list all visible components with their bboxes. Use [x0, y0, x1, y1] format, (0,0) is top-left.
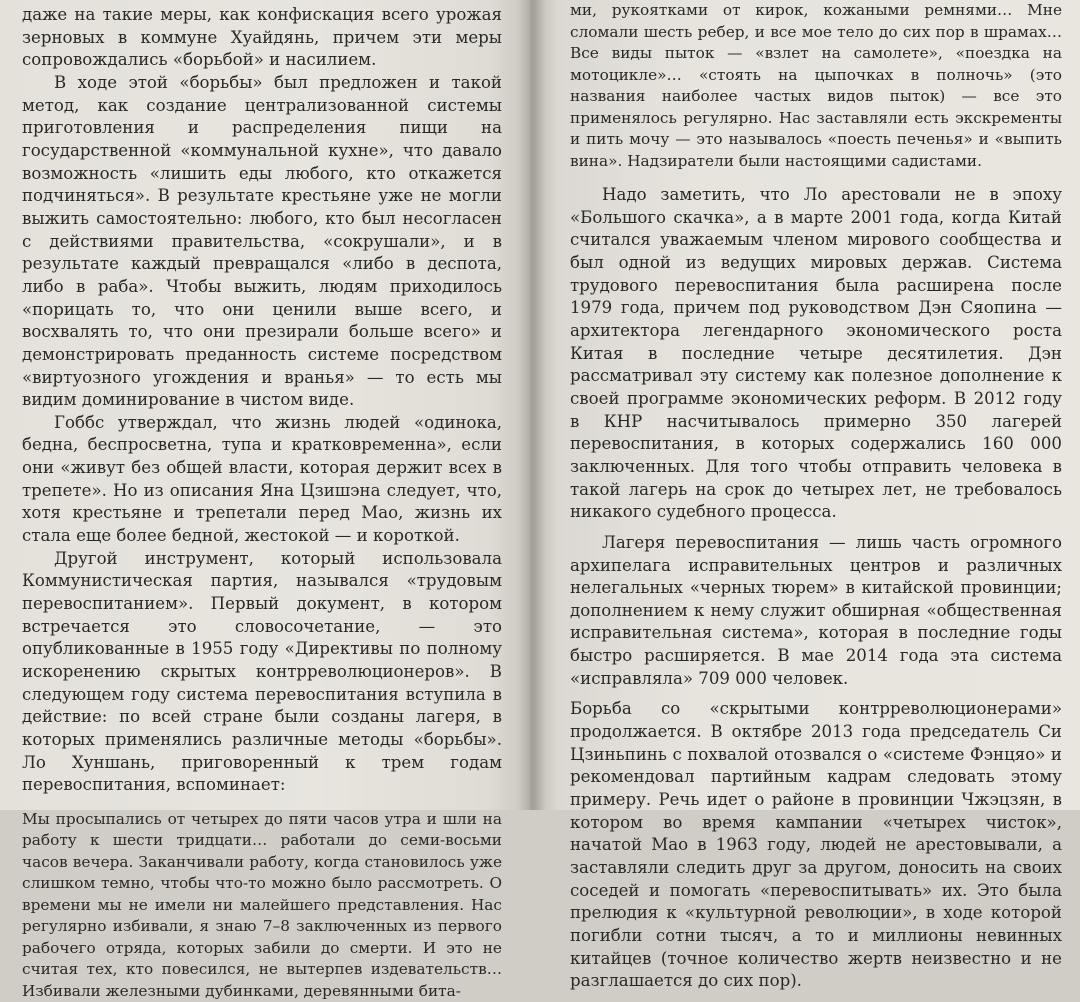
spacer [570, 690, 1062, 698]
spacer [570, 172, 1062, 184]
left-paragraph-4: Другой инструмент, который использовала Коммунистическая партия, назывался «трудовым перевоспитанием». Первый документ, в котором встречается это словосочетание, — это опубликованные в 1955 году «Директивы по полному искоренению скрытых контрреволюционеров». В следующем году система перевоспитания вступила в действие: по всей стране были созданы лагеря, в которых применялись различные методы «борьбы». Ло Хуншань, приговоренный к трем годам перевоспитания, вспоминает: [22, 548, 502, 795]
right-paragraph-3: Борьба со «скрытыми контрреволюционерами» продолжается. В октябре 2013 года председатель Си Цзиньпинь с похвалой отозвался о «системе Фэнцяо» и рекомендовал партийным кадрам следовать этому примеру. Речь идет о районе в провинции Чжэцзян, в котором во время кампании «четырех чисток», начатой Мао в 1963 году, людей не арестовывали, а заставляли следить друг за другом, доносить на своих соседей и помогать «перевоспитывать» их. Это была прелюдия к «культурной революции», в ходе которой погибли сотни тысяч, а то и миллионы невинных китайцев (точное количество жертв неизвестно и не разглашается до сих пор). [570, 699, 1062, 991]
book-gutter [518, 0, 546, 810]
right-paragraph-2: Лагеря перевоспитания — лишь часть огромного архипелага исправительных центров и различных нелегальных «черных тюрем» в китайской провинции; дополнением к нему служит обширная «общественная исправительная система», которая в последние годы быстро расширяется. В мае 2014 года эта система «исправляла» 709 000 человек. [570, 532, 1062, 688]
left-page [0, 0, 530, 1000]
spacer [570, 524, 1062, 532]
right-page [530, 0, 1080, 991]
left-paragraph-3: Гоббс утверждал, что жизнь людей «одинока, бедна, беспросветна, тупа и кратковременна», если они «живут без общей власти, которая держит всех в трепете». Но из описания Яна Цзишэна следует, что, хотя крестьяне и трепетали перед Мао, жизнь их стала еще более бедной, жестокой — и короткой. [22, 412, 502, 546]
right-paragraph-1: Надо заметить, что Ло арестовали не в эпоху «Большого скачка», а в марте 2001 года, когда Китай считался уважаемым членом мирового сообщества и был одной из ведущих мировых держав. Система трудового перевоспитания была расширена после 1979 года, причем под руководством Дэн Сяопина — архитектора легендарного экономического роста Китая в последние четыре десятилетия. Дэн рассматривал эту систему как полезное дополнение к своей программе экономических реформ. В 2012 году в КНР насчитывалось примерно 350 лагерей перевоспитания, в которых содержались 160 000 заключенных. Для того чтобы отправить человека в такой лагерь на срок до четырех лет, не требовалось никакого судебного процесса. [570, 185, 1062, 522]
left-paragraph-1: даже на такие меры, как конфискация всего урожая зерновых в коммуне Хуайдянь, причем эти меры сопровождались «борьбой» и насилием. [22, 5, 502, 70]
left-quote: Мы просыпались от четырех до пяти часов утра и шли на работу к шести тридцати… работали до семи-восьми часов вечера. Заканчивали работу, когда становилось уже слишком темно, чтобы что-то можно было рассмотреть. О времени мы не имели ни малейшего представления. Нас регулярно избивали, я знаю 7–8 заключенных из первого рабочего отряда, которых забили до смерти. И это не считая тех, кто повесился, не вытерпев издевательств… Избивали железными дубинками, деревянными бита- [22, 809, 502, 1000]
left-paragraph-2: В ходе этой «борьбы» был предложен и такой метод, как создание централизованной системы приготовления и распределения пищи на государственной «коммунальной кухне», что давало возможность «лишить еды любого, кто откажется подчиняться». В результате крестьяне уже не могли выжить самостоятельно: любого, кто был несогласен с действиями правительства, «сокрушали», и в результате каждый превращался «либо в деспота, либо в раба». Чтобы выжить, людям приходилось «порицать то, что они ценили выше всего, и восхвалять то, что они презирали больше всего» и демонстрировать преданность системе посредством «виртуозного угождения и вранья» — то есть мы видим доминирование в чистом виде. [22, 72, 502, 410]
right-quote-continuation: ми, рукоятками от кирок, кожаными ремнями… Мне сломали шесть ребер, и все мое тело до сих пор в шрамах… Все виды пыток — «взлет на самолете», «поездка на мотоцикле»… «стоять на цыпочках в полночь» (это названия наиболее частых видов пыток) — все это применялось регулярно. Нас заставляли есть экскременты и пить мочу — это называлось «поесть печенья» и «выпить вина». Надзиратели были настоящими садистами. [570, 1, 1062, 170]
spacer [22, 797, 502, 809]
